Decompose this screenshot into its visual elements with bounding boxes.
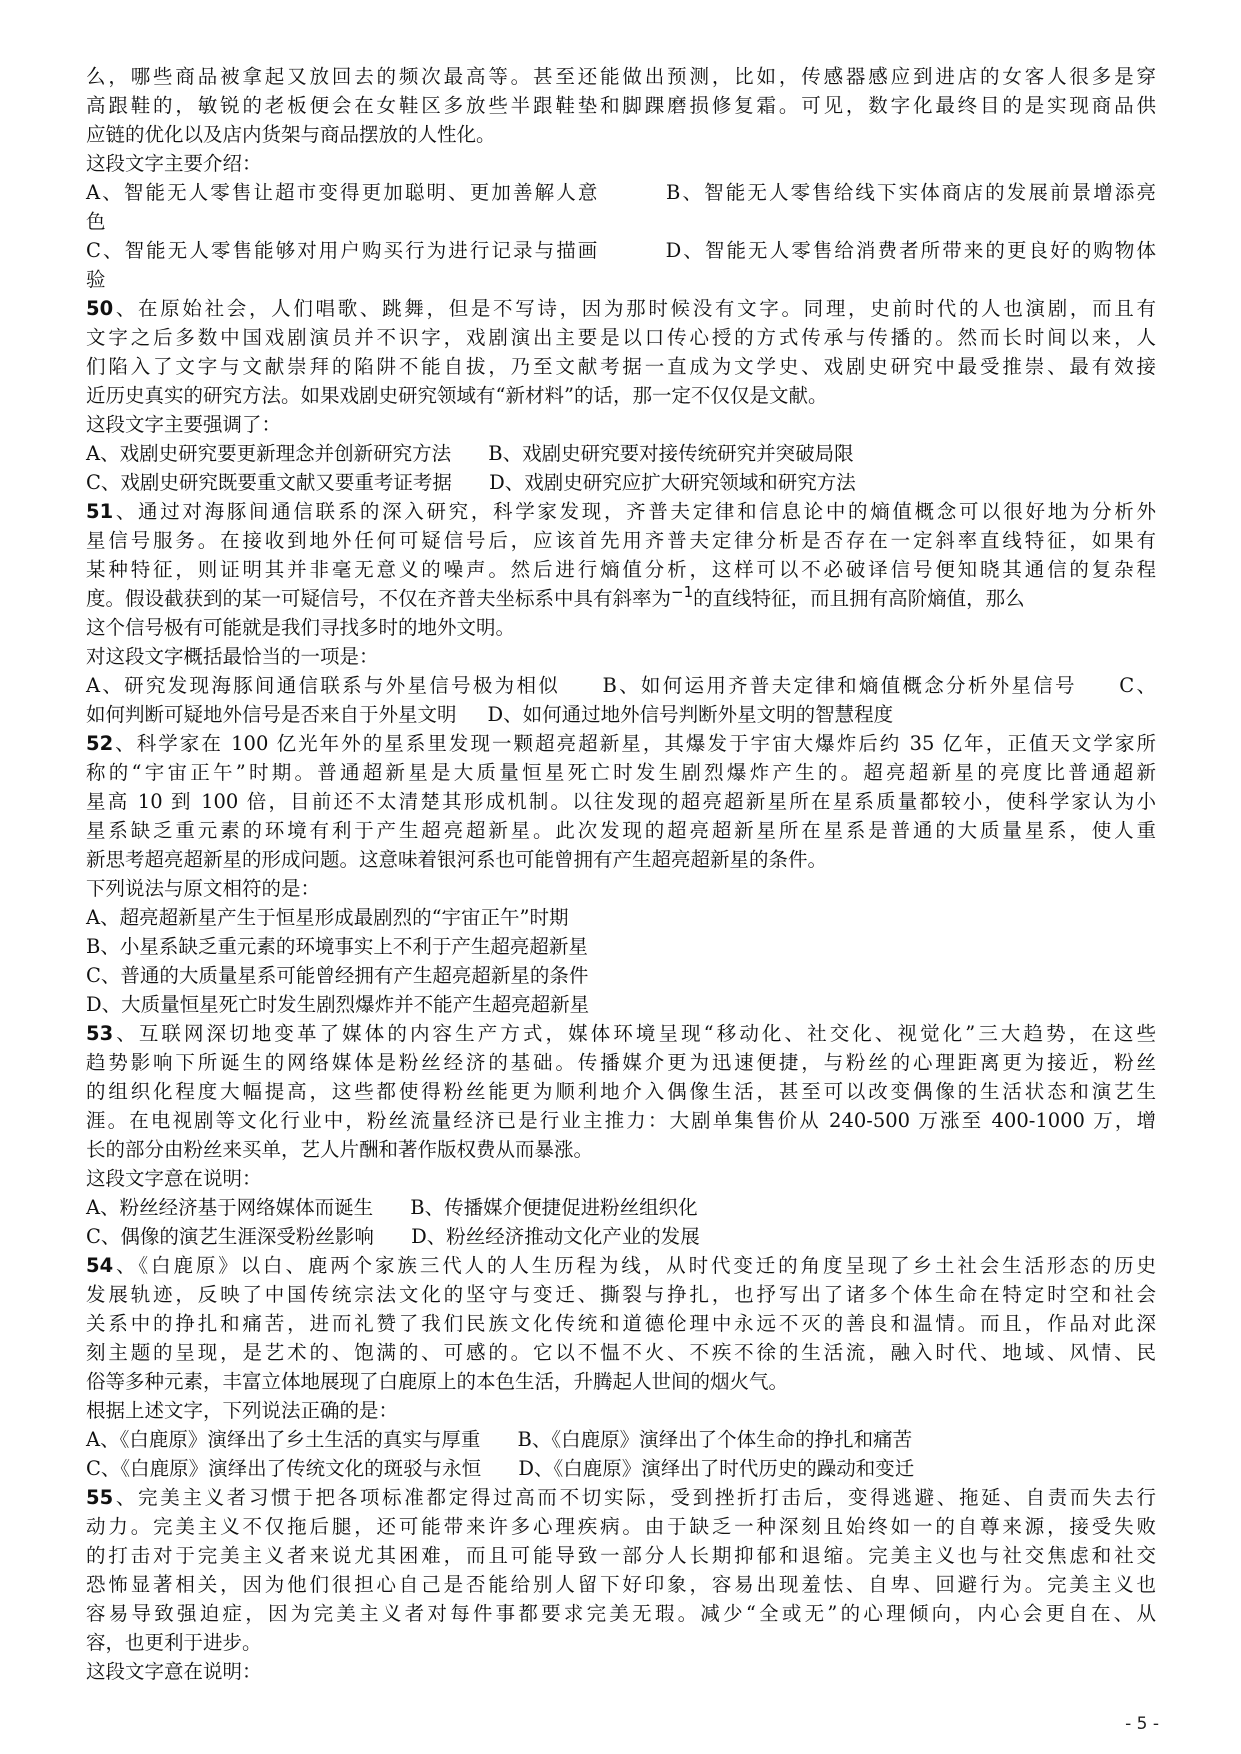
text-line xyxy=(86,932,1156,961)
text-line xyxy=(86,178,1156,207)
text-line xyxy=(86,1570,1156,1599)
text-line xyxy=(86,584,1156,613)
line-text: 星高 10 到 100 倍，目前还不太清楚其形成机制。以往发现的超亮超新星所在星系质量都较小，使科学家认为小 xyxy=(86,790,1156,813)
line-text: 么，哪些商品被拿起又放回去的频次最高等。甚至还能做出预测，比如，传感器感应到进店的女客人很多是穿 xyxy=(86,65,1156,88)
line-text: 、科学家在 100 亿光年外的星系里发现一颗超亮超新星，其爆发于宇宙大爆炸后约 35 亿年，正值天文学家所 xyxy=(113,732,1156,755)
text-line xyxy=(86,1048,1156,1077)
line-text: 高跟鞋的，敏锐的老板便会在女鞋区多放些半跟鞋垫和脚踝磨损修复霜。可见，数字化最终目的是实现商品供 xyxy=(86,94,1156,117)
text-line xyxy=(86,1164,1156,1193)
line-text: 度。假设截获到的某一可疑信号，不仅在齐普夫坐标系中具有斜率为 xyxy=(86,587,672,610)
text-line xyxy=(86,410,1156,439)
text-line xyxy=(86,874,1156,903)
text-line xyxy=(86,1425,1156,1454)
line-text: 、在原始社会，人们唱歌、跳舞，但是不写诗，因为那时候没有文字。同理，史前时代的人也演剧，而且有 xyxy=(113,297,1156,320)
text-line xyxy=(86,1106,1156,1135)
text-line xyxy=(86,265,1156,294)
line-text: 、通过对海豚间通信联系的深入研究，科学家发现，齐普夫定律和信息论中的熵值概念可以很好地为分析外 xyxy=(113,500,1156,523)
text-line xyxy=(86,787,1156,816)
line-text: 某种特征，则证明其并非毫无意义的噪声。然后进行熵值分析，这样可以不必破译信号便知晓其通信的复杂程 xyxy=(86,558,1156,581)
page-body xyxy=(86,62,1156,1686)
line-text: 容易导致强迫症，因为完美主义者对每件事都要求完美无瑕。减少“全或无”的心理倾向，内心会更自在、从 xyxy=(86,1602,1156,1625)
text-line xyxy=(86,207,1156,236)
line-text: 、互联网深切地变革了媒体的内容生产方式，媒体环境呈现“移动化、社交化、视觉化”三大趋势，在这些 xyxy=(113,1022,1156,1045)
text-line xyxy=(86,149,1156,178)
question-number: 55 xyxy=(86,1486,114,1509)
line-text: C、普通的大质量星系可能曾经拥有产生超亮超新星的条件 xyxy=(86,964,589,987)
line-text: 称的“宇宙正午”时期。普通超新星是大质量恒星死亡时发生剧烈爆炸产生的。超亮超新星的亮度比普通超新 xyxy=(86,761,1156,784)
text-line xyxy=(86,1077,1156,1106)
text-line xyxy=(86,1396,1156,1425)
line-text: C、偶像的演艺生涯深受粉丝影响 D、粉丝经济推动文化产业的发展 xyxy=(86,1225,700,1248)
line-text: 这段文字意在说明： xyxy=(86,1167,262,1190)
line-text: A、《白鹿原》演绎出了乡土生活的真实与厚重 B、《白鹿原》演绎出了个体生命的挣扎和痛苦 xyxy=(86,1428,913,1451)
question-start-line xyxy=(86,294,1156,323)
text-line xyxy=(86,526,1156,555)
text-line xyxy=(86,1628,1156,1657)
line-text: 新思考超亮超新星的形成问题。这意味着银河系也可能曾拥有产生超亮超新星的条件。 xyxy=(86,848,828,871)
text-line xyxy=(86,120,1156,149)
text-line xyxy=(86,62,1156,91)
line-text: A、戏剧史研究要更新理念并创新研究方法 B、戏剧史研究要对接传统研究并突破局限 xyxy=(86,442,854,465)
question-number: 54 xyxy=(86,1254,114,1277)
question-number: 53 xyxy=(86,1022,114,1045)
text-line xyxy=(86,671,1156,700)
text-line xyxy=(86,1222,1156,1251)
question-number: 50 xyxy=(86,297,114,320)
text-line xyxy=(86,1512,1156,1541)
line-text: 应链的优化以及店内货架与商品摆放的人性化。 xyxy=(86,123,496,146)
text-line xyxy=(86,642,1156,671)
text-line xyxy=(86,1338,1156,1367)
line-text: 、《白鹿原》以白、鹿两个家族三代人的人生历程为线，从时代变迁的角度呈现了乡土社会生活形态的历史 xyxy=(113,1254,1156,1277)
line-text: 的打击对于完美主义者来说尤其困难，而且可能导致一部分人长期抑郁和退缩。完美主义也与社交焦虑和社交 xyxy=(86,1544,1156,1567)
text-line xyxy=(86,91,1156,120)
page-number: - 5 - xyxy=(1125,1714,1159,1734)
text-line xyxy=(86,816,1156,845)
text-line xyxy=(86,1541,1156,1570)
line-text: A、超亮超新星产生于恒星形成最剧烈的“宇宙正午”时期 xyxy=(86,906,569,929)
line-text: 关系中的挣扎和痛苦，进而礼赞了我们民族文化传统和道德伦理中永远不灭的善良和温情。而且，作品对此深 xyxy=(86,1312,1156,1335)
line-text: 这段文字意在说明： xyxy=(86,1660,262,1683)
text-line xyxy=(86,1280,1156,1309)
line-text: 刻主题的呈现，是艺术的、饱满的、可感的。它以不愠不火、不疾不徐的生活流，融入时代、地域、风情、民 xyxy=(86,1341,1156,1364)
question-start-line xyxy=(86,1019,1156,1048)
text-line xyxy=(86,236,1156,265)
line-text: 发展轨迹，反映了中国传统宗法文化的坚守与变迁、撕裂与挣扎，也抒写出了诸多个体生命在特定时空和社会 xyxy=(86,1283,1156,1306)
line-text: A、研究发现海豚间通信联系与外星信号极为相似 B、如何运用齐普夫定律和熵值概念分析外星信号 C、 xyxy=(86,674,1156,697)
text-line xyxy=(86,1193,1156,1222)
line-text: 近历史真实的研究方法。如果戏剧史研究领域有“新材料”的话，那一定不仅仅是文献。 xyxy=(86,384,828,407)
line-text: 恐怖显著相关，因为他们很担心自己是否能给别人留下好印象，容易出现羞怯、自卑、回避行为。完美主义也 xyxy=(86,1573,1156,1596)
line-text: 、完美主义者习惯于把各项标准都定得过高而不切实际，受到挫折打击后，变得逃避、拖延、自责而失去行 xyxy=(113,1486,1156,1509)
text-line xyxy=(86,700,1156,729)
line-text: 文字之后多数中国戏剧演员并不识字，戏剧演出主要是以口传心授的方式传承与传播的。然而长时间以来，人 xyxy=(86,326,1156,349)
line-text: 对这段文字概括最恰当的一项是： xyxy=(86,645,379,668)
line-text: 星系缺乏重元素的环境有利于产生超亮超新星。此次发现的超亮超新星所在星系是普通的大质量星系，使人重 xyxy=(86,819,1156,842)
line-text: 长的部分由粉丝来买单，艺人片酬和著作版权费从而暴涨。 xyxy=(86,1138,594,1161)
text-line xyxy=(86,1657,1156,1686)
text-line xyxy=(86,990,1156,1019)
question-number: 52 xyxy=(86,732,114,755)
text-line xyxy=(86,1309,1156,1338)
line-text: 这个信号极有可能就是我们寻找多时的地外文明。 xyxy=(86,616,516,639)
question-number: 51 xyxy=(86,500,114,523)
text-line xyxy=(86,845,1156,874)
text-line xyxy=(86,439,1156,468)
line-text: C、戏剧史研究既要重文献又要重考证考据 D、戏剧史研究应扩大研究领域和研究方法 xyxy=(86,471,856,494)
line-text-continued: 的直线特征，而且拥有高阶熵值，那么 xyxy=(693,587,1025,610)
line-text: 根据上述文字，下列说法正确的是： xyxy=(86,1399,399,1422)
line-text: 验 xyxy=(86,268,106,291)
line-text: A、智能无人零售让超市变得更加聪明、更加善解人意 B、智能无人零售给线下实体商店的发展前景增添亮 xyxy=(86,181,1156,204)
line-text: D、大质量恒星死亡时发生剧烈爆炸并不能产生超亮超新星 xyxy=(86,993,590,1016)
line-text: A、粉丝经济基于网络媒体而诞生 B、传播媒介便捷促进粉丝组织化 xyxy=(86,1196,698,1219)
line-text: 俗等多种元素，丰富立体地展现了白鹿原上的本色生活，升腾起人世间的烟火气。 xyxy=(86,1370,789,1393)
question-start-line xyxy=(86,1483,1156,1512)
line-text: 动力。完美主义不仅拖后腿，还可能带来许多心理疾病。由于缺乏一种深刻且始终如一的自尊来源，接受失败 xyxy=(86,1515,1156,1538)
text-line xyxy=(86,903,1156,932)
line-text: C、《白鹿原》演绎出了传统文化的斑驳与永恒 D、《白鹿原》演绎出了时代历史的躁动和变迁 xyxy=(86,1457,915,1480)
line-text: 星信号服务。在接收到地外任何可疑信号后，应该首先用齐普夫定律分析是否存在一定斜率直线特征，如果有 xyxy=(86,529,1156,552)
line-text: 容，也更利于进步。 xyxy=(86,1631,262,1654)
text-line xyxy=(86,323,1156,352)
line-text: 色 xyxy=(86,210,106,233)
text-line xyxy=(86,1367,1156,1396)
text-line xyxy=(86,555,1156,584)
question-start-line xyxy=(86,497,1156,526)
text-line xyxy=(86,1454,1156,1483)
line-text: 趋势影响下所诞生的网络媒体是粉丝经济的基础。传播媒介更为迅速便捷，与粉丝的心理距离更为接近，粉丝 xyxy=(86,1051,1156,1074)
line-text: 这段文字主要强调了： xyxy=(86,413,282,436)
line-text: C、智能无人零售能够对用户购买行为进行记录与描画 D、智能无人零售给消费者所带来的更良好的购物体 xyxy=(86,239,1156,262)
text-line xyxy=(86,613,1156,642)
text-line xyxy=(86,1135,1156,1164)
text-line xyxy=(86,1599,1156,1628)
question-start-line xyxy=(86,1251,1156,1280)
line-text: 这段文字主要介绍： xyxy=(86,152,262,175)
question-start-line xyxy=(86,729,1156,758)
line-text: 如何判断可疑地外信号是否来自于外星文明 D、如何通过地外信号判断外星文明的智慧程度 xyxy=(86,703,894,726)
text-line xyxy=(86,468,1156,497)
line-text: 的组织化程度大幅提高，这些都使得粉丝能更为顺利地介入偶像生活，甚至可以改变偶像的生活状态和演艺生 xyxy=(86,1080,1156,1103)
line-text: 下列说法与原文相符的是： xyxy=(86,877,321,900)
slope-value: −1 xyxy=(671,583,694,601)
line-text: B、小星系缺乏重元素的环境事实上不利于产生超亮超新星 xyxy=(86,935,588,958)
line-text: 涯。在电视剧等文化行业中，粉丝流量经济已是行业主推力：大剧单集售价从 240-500 万涨至 400-1000 万，增 xyxy=(86,1109,1156,1132)
text-line xyxy=(86,961,1156,990)
text-line xyxy=(86,381,1156,410)
text-line xyxy=(86,758,1156,787)
line-text: 们陷入了文字与文献崇拜的陷阱不能自拔，乃至文献考据一直成为文学史、戏剧史研究中最受推崇、最有效接 xyxy=(86,355,1156,378)
text-line xyxy=(86,352,1156,381)
